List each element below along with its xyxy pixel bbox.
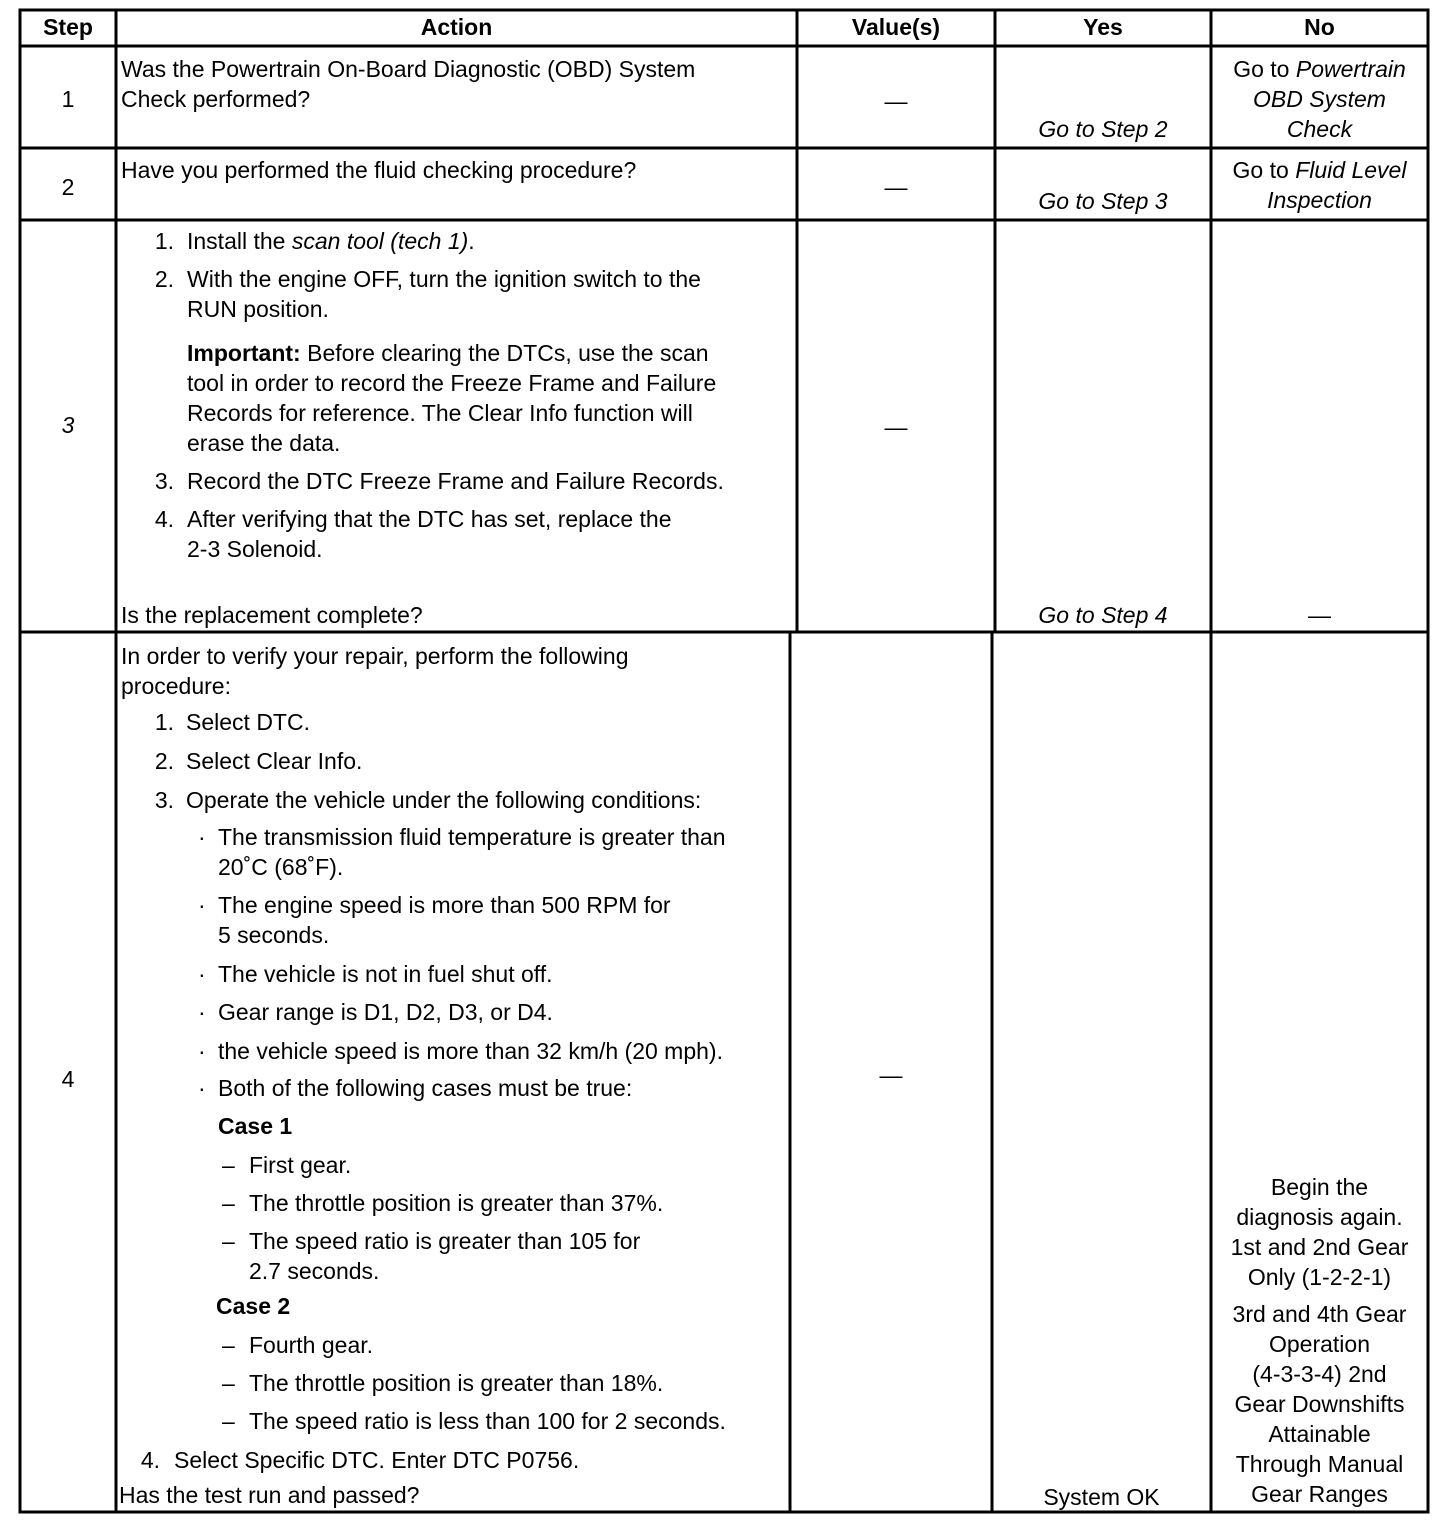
- row1-value: —: [884, 88, 908, 114]
- row3-important-line2: tool in order to record the Freeze Frame and Failure: [187, 370, 717, 396]
- row3-item1-suffix: .: [468, 228, 475, 254]
- row1-no-link-3: Check: [1286, 116, 1353, 142]
- row2-no-link-1: Fluid Level: [1295, 157, 1407, 183]
- row4-item1-text: Select DTC.: [186, 709, 310, 735]
- row4-no-line8: Gear Downshifts: [1234, 1391, 1405, 1417]
- row3-item1-num: 1.: [154, 228, 174, 254]
- row4-bullet5-text: the vehicle speed is more than 32 km/h (20 mph).: [218, 1038, 723, 1064]
- row4-item1-num: 1.: [154, 709, 174, 735]
- row4-intro-line2: procedure:: [121, 673, 231, 699]
- row4-case1-dash3: –: [222, 1228, 235, 1254]
- row4-item3-num: 3.: [154, 787, 174, 813]
- row4-bullet1-dot: ·: [198, 824, 206, 850]
- row4-no-line10: Through Manual: [1235, 1451, 1404, 1477]
- row1-no-link-2: OBD System: [1253, 86, 1386, 112]
- row4-bullet6-dot: ·: [198, 1075, 206, 1101]
- row1-action-line1: Was the Powertrain On-Board Diagnostic (OBD) System: [121, 56, 696, 82]
- row4-case2-dash1: –: [222, 1332, 235, 1358]
- row3-item1-prefix: Install the: [187, 228, 292, 254]
- row4-item2-num: 2.: [154, 748, 174, 774]
- row4-item3-text: Operate the vehicle under the following conditions:: [186, 787, 702, 813]
- row4-case2-item3: The speed ratio is less than 100 for 2 seconds.: [249, 1408, 726, 1434]
- row4-step: 4: [61, 1066, 75, 1092]
- row4-case1-item1: First gear.: [249, 1152, 352, 1178]
- row3-question: Is the replacement complete?: [121, 602, 423, 628]
- row4-bullet2-line1: The engine speed is more than 500 RPM for: [218, 892, 671, 918]
- row4-case2-dash2: –: [222, 1370, 235, 1396]
- row4-no-line1: Begin the: [1270, 1174, 1369, 1200]
- row3-yes: Go to Step 4: [1038, 602, 1168, 628]
- row4-no-line6: Operation: [1268, 1331, 1370, 1357]
- row3-item2-line1: With the engine OFF, turn the ignition switch to the: [187, 266, 701, 292]
- row4-case1-dash2: –: [222, 1190, 235, 1216]
- row4-item4-text: Select Specific DTC. Enter DTC P0756.: [174, 1447, 580, 1473]
- row4-case1-item3-line2: 2.7 seconds.: [249, 1258, 380, 1284]
- row4-case1-dash1: –: [222, 1152, 235, 1178]
- row1-no-link-1: Powertrain: [1295, 56, 1406, 82]
- row4-case1-item2: The throttle position is greater than 37%.: [249, 1190, 664, 1216]
- row3-item3-num: 3.: [154, 468, 174, 494]
- row3-item4-line2: 2-3 Solenoid.: [187, 536, 323, 562]
- row2-no: [1211, 155, 1428, 215]
- row3-item4-num: 4.: [154, 506, 174, 532]
- row4-no-line9: Attainable: [1268, 1421, 1371, 1447]
- row4-case2-dash3: –: [222, 1408, 235, 1434]
- row4-bullet6-text: Both of the following cases must be true:: [218, 1075, 633, 1101]
- row3-item1-text: [187, 226, 787, 256]
- row4-bullet5-dot: ·: [198, 1038, 206, 1064]
- row3-important-line4: erase the data.: [187, 430, 341, 456]
- row4-case2-item1: Fourth gear.: [249, 1332, 374, 1358]
- row2-step: 2: [61, 174, 75, 200]
- row3-item2-line2: RUN position.: [187, 296, 329, 322]
- row4-case1-item3-line1: The speed ratio is greater than 105 for: [249, 1228, 641, 1254]
- row3-important-line3: Records for reference. The Clear Info function will: [187, 400, 693, 426]
- row3-item3-text: Record the DTC Freeze Frame and Failure Records.: [187, 468, 724, 494]
- row3-item1-italic: scan tool (tech 1): [291, 228, 469, 254]
- row4-bullet4-dot: ·: [198, 999, 206, 1025]
- row1-action-line2: Check performed?: [121, 86, 311, 112]
- row3-item4-line1: After verifying that the DTC has set, replace the: [187, 506, 672, 532]
- row4-case1-heading: Case 1: [218, 1113, 293, 1139]
- row2-value: —: [884, 174, 908, 200]
- row4-item4-num: 4.: [140, 1447, 160, 1473]
- row4-no-line7: (4-3-3-4) 2nd: [1252, 1361, 1387, 1387]
- header-action: Action: [420, 14, 493, 40]
- row2-no-link-2: Inspection: [1267, 187, 1372, 213]
- row4-case2-heading: Case 2: [216, 1293, 291, 1319]
- row4-item2-text: Select Clear Info.: [186, 748, 363, 774]
- row4-bullet2-dot: ·: [198, 892, 206, 918]
- row1-no: [1211, 54, 1428, 144]
- row4-bullet4-text: Gear range is D1, D2, D3, or D4.: [218, 999, 553, 1025]
- row4-no-line5: 3rd and 4th Gear: [1232, 1301, 1407, 1327]
- row3-no: —: [1308, 602, 1331, 628]
- row2-no-prefix: Go to: [1232, 157, 1296, 183]
- row3-important-line1: [187, 338, 787, 368]
- row4-bullet3-dot: ·: [198, 961, 206, 987]
- row4-case2-item2: The throttle position is greater than 18%.: [249, 1370, 664, 1396]
- row4-value: —: [879, 1062, 903, 1088]
- row3-important-text1: Before clearing the DTCs, use the scan: [300, 340, 709, 366]
- row3-value: —: [884, 414, 908, 440]
- row2-action: Have you performed the fluid checking procedure?: [121, 157, 637, 183]
- row4-no-line2: diagnosis again.: [1236, 1204, 1403, 1230]
- row4-bullet1-line1: The transmission fluid temperature is greater than: [218, 824, 726, 850]
- row1-yes: Go to Step 2: [1038, 116, 1168, 142]
- header-values: Value(s): [851, 14, 941, 40]
- row3-item2-num: 2.: [154, 266, 174, 292]
- row4-no-line4: Only (1-2-2-1): [1247, 1264, 1392, 1290]
- row4-intro-line1: In order to verify your repair, perform the following: [121, 643, 629, 669]
- row3-step: 3: [61, 412, 75, 438]
- row4-bullet2-line2: 5 seconds.: [218, 922, 330, 948]
- row4-no-line11: Gear Ranges: [1251, 1481, 1388, 1507]
- row4-question: Has the test run and passed?: [119, 1482, 420, 1508]
- header-yes: Yes: [1083, 14, 1123, 40]
- row1-step: 1: [61, 86, 75, 112]
- row4-no: [1211, 1172, 1428, 1509]
- row1-no-prefix: Go to: [1233, 56, 1296, 82]
- row2-yes: Go to Step 3: [1038, 188, 1168, 214]
- row4-bullet1-line2: 20˚C (68˚F).: [218, 854, 344, 880]
- row4-no-line3: 1st and 2nd Gear: [1230, 1234, 1409, 1260]
- header-no: No: [1304, 14, 1335, 40]
- row3-important-label: Important:: [187, 340, 301, 366]
- row4-bullet3-text: The vehicle is not in fuel shut off.: [218, 961, 553, 987]
- row4-yes: System OK: [1043, 1484, 1160, 1510]
- header-step: Step: [43, 14, 93, 40]
